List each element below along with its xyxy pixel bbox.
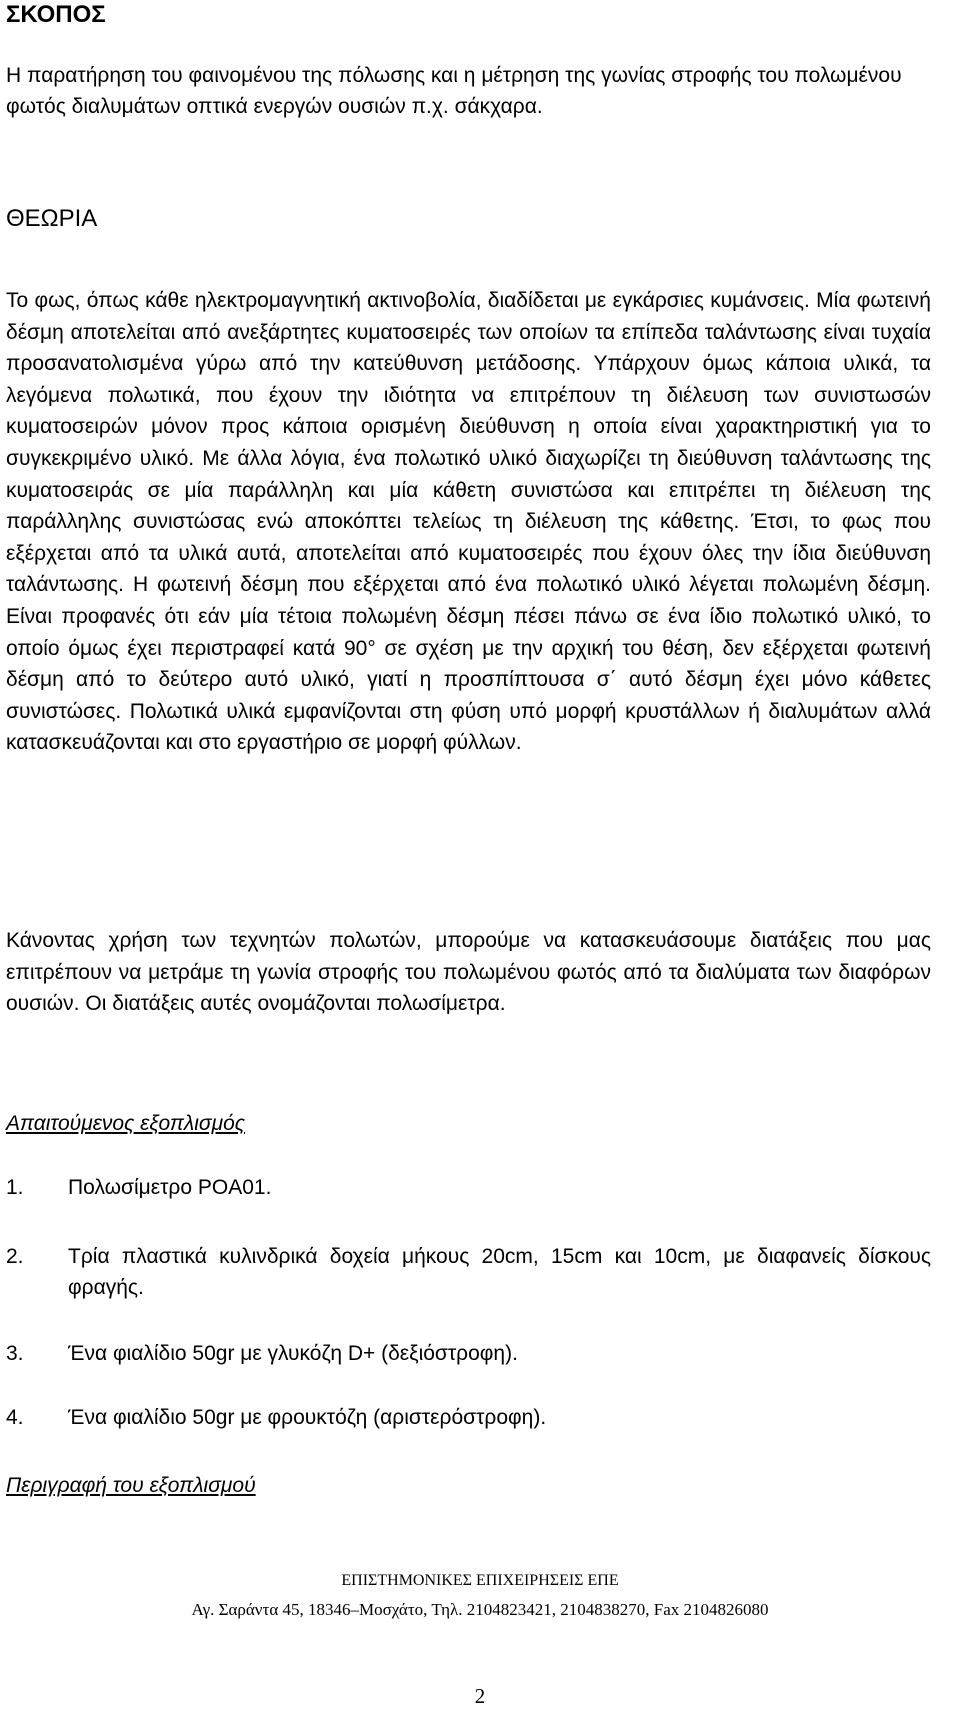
equipment-item-number: 2.: [6, 1245, 24, 1268]
equipment-heading: Απαιτούμενος εξοπλισμός: [6, 1112, 245, 1135]
equipment-item-text: Ένα φιαλίδιο 50gr με φρουκτόζη (αριστερόστροφη).: [68, 1406, 547, 1429]
equipment-item-text: Πολωσίμετρο POA01.: [68, 1176, 272, 1199]
footer-company: ΕΠΙΣΤΗΜΟΝΙΚΕΣ ΕΠΙΧΕΙΡΗΣΕΙΣ ΕΠΕ: [341, 1572, 619, 1589]
scope-heading: ΣΚΟΠΟΣ: [6, 1, 106, 28]
footer-address: Αγ. Σαράντα 45, 18346–Μοσχάτο, Τηλ. 2104823421, 2104838270, Fax 2104826080: [191, 1600, 769, 1619]
equipment-item-text: Ένα φιαλίδιο 50gr με γλυκόζη D+ (δεξιόστροφη).: [68, 1342, 518, 1365]
theory-paragraph-1: Το φως, όπως κάθε ηλεκτρομαγνητική ακτινοβολία, διαδίδεται με εγκάρσιες κυμάνσεις. Μία φωτεινή δέσμη αποτελείται από ανεξάρτητες κυματοσειρές των οποίων τα επίπεδα ταλάντωσης είναι τυχαία προσανατολισμένα γύρω από την κατεύθυνση μετάδοσης. Υπάρχουν όμως κάποια υλικά, τα λεγόμενα πολωτικά, που έχουν την ιδιότητα να επιτρέπουν τη διέλευση των συνιστωσών κυματοσειρών μόνον προς κάποια ορισμένη διεύθυνση η οποία είναι χαρακτηριστική για το συγκεκριμένο υλικό. Με άλλα λόγια, ένα πολωτικό υλικό διαχωρίζει τη διεύθυνση ταλάντωσης της κυματοσειράς σε μία παράλληλη και μία κάθετη συνιστώσα και επιτρέπει τη διέλευση της παράλληλης συνιστώσας ενώ αποκόπτει τελείως τη διέλευση της κάθετης. Έτσι, το φως που εξέρχεται από τα υλικά αυτά, αποτελείται από κυματοσειρές που έχουν όλες την ίδια διεύθυνση ταλάντωσης. Η φωτεινή δέσμη που εξέρχεται από ένα πολωτικό υλικό λέγεται πολωμένη δέσμη. Είναι προφανές ότι εάν μία τέτοια πολωμένη δέσμη πέσει πάνω σε ένα ίδιο πολωτικό υλικό, το οποίο όμως έχει περιστραφεί κατά 90° σε σχέση με την αρχική του θέση, δεν εξέρχεται φωτεινή δέσμη από το δεύτερο αυτό υλικό, γιατί η προσπίπτουσα σ΄ αυτό δέσμη έχει μόνο κάθετες συνιστώσες. Πολωτικά υλικά εμφανίζονται στη φύση υπό μορφή κρυστάλλων ή διαλυμάτων αλλά κατασκευάζονται και στο εργαστήριο σε μορφή φύλλων.: [6, 289, 931, 755]
equipment-item-number: 3.: [6, 1342, 24, 1365]
description-heading: Περιγραφή του εξοπλισμού: [6, 1474, 256, 1497]
equipment-item-number: 1.: [6, 1176, 24, 1199]
theory-paragraph-2: Κάνοντας χρήση των τεχνητών πολωτών, μπορούμε να κατασκευάσουμε διατάξεις που μας επιτρέπουν να μετράμε τη γωνία στροφής του πολωμένου φωτός από τα διαλύματα των διαφόρων ουσιών. Οι διατάξεις αυτές ονομάζονται πολωσίμετρα.: [6, 929, 931, 1016]
scope-paragraph: Η παρατήρηση του φαινομένου της πόλωσης και η μέτρηση της γωνίας στροφής του πολωμένου φωτός διαλυμάτων οπτικά ενεργών ουσιών π.χ. σάκχαρα.: [6, 64, 902, 118]
equipment-item-text: Τρία πλαστικά κυλινδρικά δοχεία μήκους 20cm, 15cm και 10cm, με διαφανείς δίσκους φραγής.: [68, 1245, 931, 1299]
page-number: 2: [474, 1684, 486, 1708]
equipment-item-number: 4.: [6, 1406, 24, 1429]
theory-heading: ΘΕΩΡΙΑ: [6, 205, 98, 232]
